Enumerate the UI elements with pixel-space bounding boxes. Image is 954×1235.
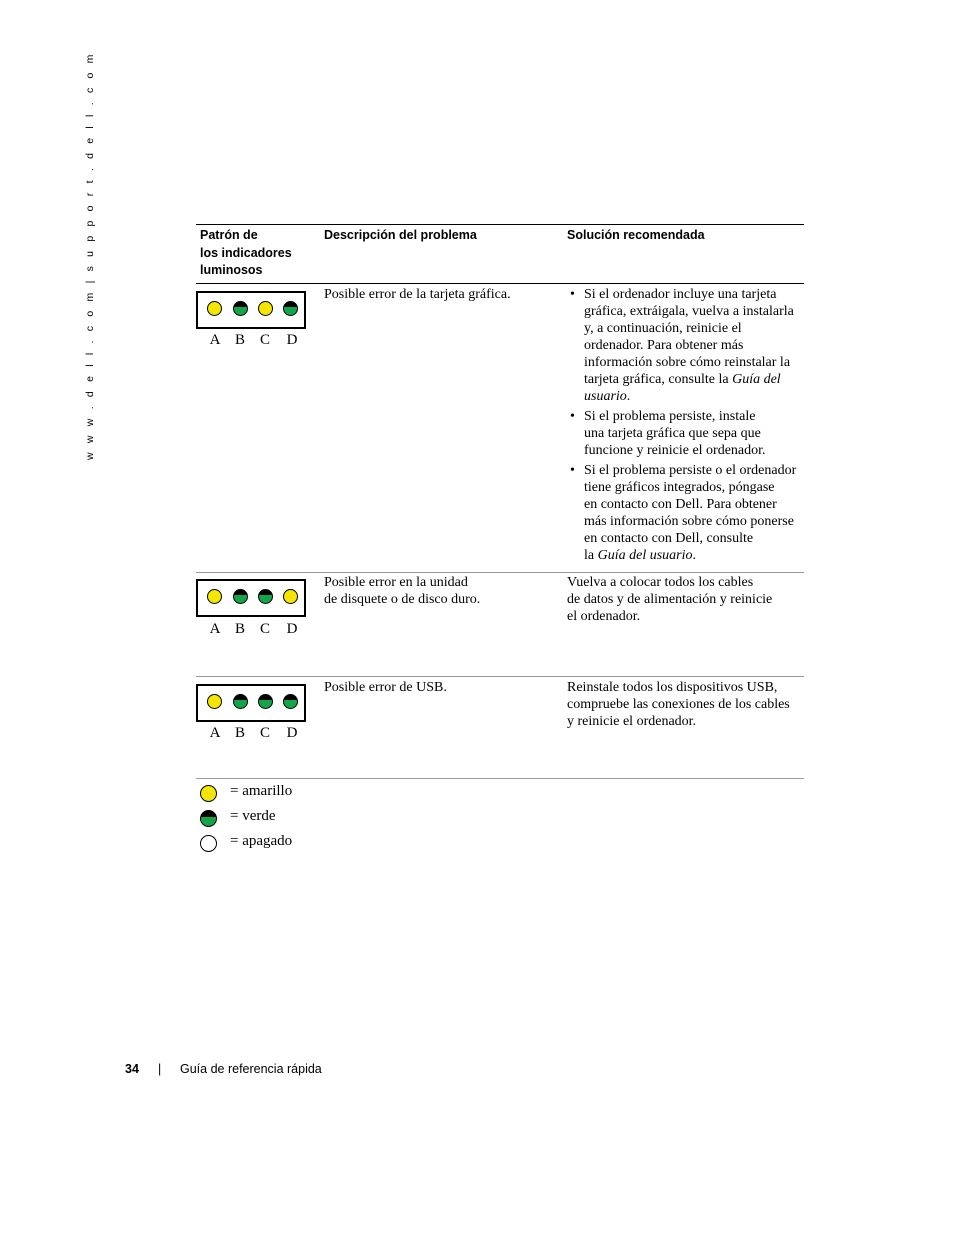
led-label: C bbox=[259, 332, 270, 348]
header-rule bbox=[196, 283, 804, 284]
led-panel-row2 bbox=[196, 579, 306, 617]
legend-off-icon bbox=[200, 835, 217, 852]
footer-separator: | bbox=[158, 1062, 162, 1076]
led-label: B bbox=[234, 332, 245, 348]
led-label: B bbox=[234, 725, 245, 741]
led-a-row2 bbox=[207, 589, 222, 604]
led-c-row2 bbox=[258, 589, 273, 604]
header-solution: Solución recomendada bbox=[567, 228, 705, 242]
table-top-rule bbox=[196, 224, 804, 225]
led-label: C bbox=[259, 621, 270, 637]
header-description: Descripción del problema bbox=[324, 228, 477, 242]
description-row2: Posible error en la unidad de disquete o de disco duro. bbox=[324, 575, 481, 607]
guide-reference: Guía del usuario bbox=[597, 548, 693, 563]
led-c-row1 bbox=[258, 301, 273, 316]
led-b-row1 bbox=[233, 301, 248, 316]
legend-label: = verde bbox=[230, 808, 276, 824]
legend-off bbox=[200, 833, 293, 853]
led-label: A bbox=[209, 725, 221, 741]
table-bottom-rule bbox=[196, 778, 804, 779]
row-rule bbox=[196, 676, 804, 677]
led-label: A bbox=[209, 621, 221, 637]
side-url: w w w . d e l l . c o m | s u p p o r t . d e l l . c o m bbox=[84, 51, 96, 460]
led-label: D bbox=[286, 332, 298, 348]
legend-green bbox=[200, 808, 276, 828]
legend-yellow-icon bbox=[200, 785, 217, 802]
led-panel-row3 bbox=[196, 684, 306, 722]
solution-row3: Reinstale todos los dispositivos USB, compruebe las conexiones de los cables y reinicie el ordenador. bbox=[567, 680, 790, 729]
header-pattern: Patrón de los indicadores luminosos bbox=[200, 228, 292, 277]
legend-label: = apagado bbox=[230, 833, 293, 849]
led-a-row3 bbox=[207, 694, 222, 709]
solution-bullet: • Si el problema persiste, instale una tarjeta gráfica que sepa que funcione y reinicie el ordenador. bbox=[568, 408, 804, 459]
led-label: D bbox=[286, 621, 298, 637]
led-label: A bbox=[209, 332, 221, 348]
led-b-row3 bbox=[233, 694, 248, 709]
led-a-row1 bbox=[207, 301, 222, 316]
led-d-row2 bbox=[283, 589, 298, 604]
description-row1: Posible error de la tarjeta gráfica. bbox=[324, 287, 511, 302]
led-panel-row1 bbox=[196, 291, 306, 329]
legend-green-icon bbox=[200, 810, 217, 827]
led-c-row3 bbox=[258, 694, 273, 709]
led-b-row2 bbox=[233, 589, 248, 604]
legend-label: = amarillo bbox=[230, 783, 293, 799]
led-label: D bbox=[286, 725, 298, 741]
solution-bullet: • Si el problema persiste o el ordenador tiene gráficos integrados, póngase en contacto con Dell. Para obtener más información sobre cómo ponerse en contacto con Dell, consulte la Guía del usuario. bbox=[568, 462, 804, 564]
row-rule bbox=[196, 572, 804, 573]
solution-bullet: • Si el ordenador incluye una tarjeta gráfica, extráigala, vuelva a instalarla y, a continuación, reinicie el ordenador. Para obtener más información sobre cómo reinstalar la tarjeta gráfica, consulte la Guía del usuario. bbox=[568, 286, 804, 405]
led-label: C bbox=[259, 725, 270, 741]
solution-row2: Vuelva a colocar todos los cables de datos y de alimentación y reinicie el ordenador. bbox=[567, 575, 773, 624]
led-label: B bbox=[234, 621, 245, 637]
legend-yellow bbox=[200, 783, 293, 803]
led-d-row3 bbox=[283, 694, 298, 709]
description-row3: Posible error de USB. bbox=[324, 680, 447, 695]
solution-list-row1 bbox=[568, 286, 804, 567]
page-number: 34 bbox=[125, 1062, 139, 1076]
footer-title: Guía de referencia rápida bbox=[180, 1062, 322, 1076]
led-d-row1 bbox=[283, 301, 298, 316]
guide-reference: Guía del usuario bbox=[584, 372, 781, 404]
